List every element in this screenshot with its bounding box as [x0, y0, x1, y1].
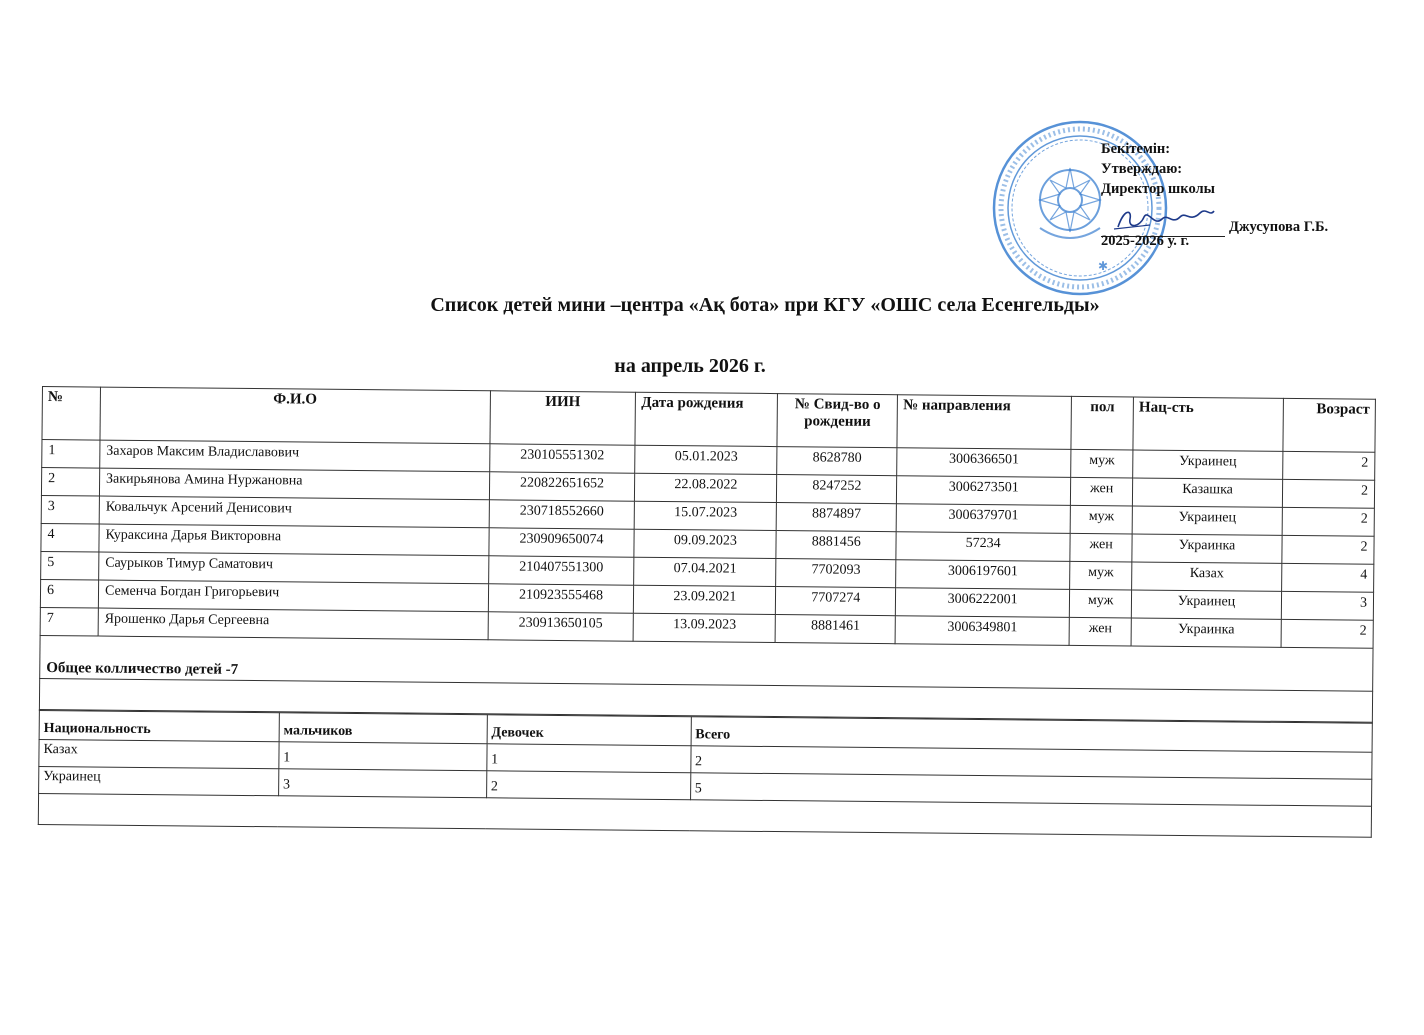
- svg-text:✱: ✱: [1098, 259, 1109, 273]
- cell-age: 2: [1281, 619, 1373, 648]
- cell-fio: Закирьянова Амина Нуржановна: [99, 468, 489, 500]
- nat-header-boys: мальчиков: [279, 713, 487, 744]
- cell-direction: 3006379701: [896, 504, 1070, 534]
- cell-sex: муж: [1070, 505, 1132, 534]
- cell-num: 2: [41, 468, 99, 497]
- total-children: Общее колличество детей -7: [39, 636, 1373, 692]
- cell-sex: муж: [1069, 589, 1131, 618]
- cell-nationality: Казашка: [1132, 478, 1282, 507]
- cell-nationality: Украинец: [1131, 590, 1281, 619]
- col-header-age: Возраст: [1283, 398, 1376, 452]
- cell-dob: 09.09.2023: [634, 529, 776, 558]
- cell-age: 2: [1282, 535, 1374, 564]
- cell-dob: 13.09.2023: [634, 613, 776, 642]
- cell-num: 1: [42, 440, 100, 469]
- col-header-cert: № Свид-во о рождении: [777, 394, 897, 448]
- nat-header-girls: Девочек: [487, 715, 691, 746]
- nat-header-nationality: Национальность: [39, 710, 279, 741]
- director-name: Джусупова Г.Б.: [1229, 219, 1329, 235]
- cell-nationality: Украинка: [1131, 618, 1281, 647]
- col-header-num: №: [42, 387, 100, 441]
- nat-cell-name: Казах: [39, 739, 279, 768]
- cell-dob: 23.09.2021: [634, 585, 776, 614]
- cell-sex: муж: [1070, 561, 1132, 590]
- cell-direction: 3006222001: [896, 588, 1070, 618]
- nat-cell-girls: 2: [486, 771, 690, 800]
- col-header-fio: Ф.И.О: [100, 387, 490, 444]
- document-title: Список детей мини –центра «Ақ бота» при КГУ «ОШС села Есенгельды»: [430, 294, 1100, 316]
- cell-cert: 7702093: [776, 559, 896, 588]
- cell-iin: 230718552660: [489, 500, 635, 529]
- nat-cell-total: 5: [690, 773, 1372, 807]
- nat-cell-girls: 1: [487, 744, 691, 773]
- approval-position: Директор школы: [1101, 181, 1215, 197]
- cell-num: 3: [41, 495, 99, 524]
- cell-fio: Кураксина Дарья Викторовна: [99, 524, 489, 556]
- cell-iin: 220822651652: [489, 472, 635, 501]
- cell-fio: Саурыков Тимур Саматович: [99, 552, 489, 584]
- cell-iin: 230909650074: [488, 528, 634, 557]
- cell-num: 4: [41, 523, 99, 552]
- cell-direction: 57234: [896, 532, 1070, 562]
- approval-line-ru: Утверждаю:: [1101, 161, 1183, 177]
- cell-dob: 22.08.2022: [635, 473, 777, 502]
- cell-fio: Захаров Максим Владиславович: [100, 440, 490, 472]
- cell-num: 6: [40, 579, 98, 608]
- cell-age: 2: [1282, 507, 1374, 536]
- cell-nationality: Украинец: [1132, 506, 1282, 535]
- cell-cert: 7707274: [776, 587, 896, 616]
- approval-block: [1101, 139, 1328, 251]
- cell-sex: жен: [1071, 477, 1133, 506]
- nat-header-total: Всего: [691, 717, 1373, 753]
- cell-age: 3: [1281, 591, 1373, 620]
- col-header-iin: ИИН: [489, 391, 635, 445]
- cell-cert: 8881456: [776, 531, 896, 560]
- cell-iin: 230105551302: [489, 444, 635, 473]
- cell-direction: 3006197601: [896, 560, 1070, 590]
- children-table: [40, 386, 1376, 649]
- col-header-direction: № направления: [897, 395, 1071, 450]
- cell-cert: 8881461: [775, 615, 895, 644]
- col-header-sex: пол: [1071, 396, 1133, 450]
- cell-fio: Ковальчук Арсений Денисович: [99, 496, 489, 528]
- cell-age: 2: [1282, 479, 1374, 508]
- cell-cert: 8247252: [777, 475, 897, 504]
- cell-direction: 3006366501: [897, 448, 1071, 478]
- cell-sex: жен: [1069, 617, 1131, 646]
- document-subtitle: на апрель 2026 г.: [614, 355, 766, 377]
- cell-age: 4: [1282, 563, 1374, 592]
- cell-dob: 07.04.2021: [634, 557, 776, 586]
- cell-nationality: Казах: [1132, 562, 1282, 591]
- cell-num: 7: [40, 607, 98, 636]
- cell-direction: 3006273501: [897, 476, 1071, 506]
- cell-iin: 210923555468: [488, 584, 634, 613]
- cell-iin: 230913650105: [488, 612, 634, 641]
- cell-fio: Ярошенко Дарья Сергеевна: [98, 608, 488, 640]
- cell-age: 2: [1283, 451, 1375, 480]
- cell-cert: 8874897: [776, 503, 896, 532]
- nat-cell-name: Украинец: [39, 766, 279, 795]
- cell-sex: муж: [1071, 449, 1133, 478]
- cell-fio: Семенча Богдан Григорьевич: [98, 580, 488, 612]
- nationality-table: [38, 710, 1373, 838]
- cell-direction: 3006349801: [895, 616, 1069, 646]
- approval-line-kz: Бекітемін:: [1101, 141, 1171, 157]
- cell-num: 5: [41, 551, 99, 580]
- cell-iin: 210407551300: [488, 556, 634, 585]
- cell-cert: 8628780: [777, 447, 897, 476]
- nat-cell-boys: 1: [279, 742, 487, 771]
- cell-sex: жен: [1070, 533, 1132, 562]
- cell-dob: 05.01.2023: [635, 445, 777, 474]
- nat-cell-total: 2: [690, 746, 1372, 780]
- cell-dob: 15.07.2023: [635, 501, 777, 530]
- cell-nationality: Украинец: [1133, 450, 1283, 479]
- col-header-dob: Дата рождения: [635, 392, 777, 446]
- academic-year: 2025-2026 у. г.: [1101, 233, 1190, 249]
- col-header-nationality: Нац-сть: [1133, 397, 1283, 451]
- document-body: [38, 386, 1376, 838]
- cell-nationality: Украинка: [1132, 534, 1282, 563]
- nat-cell-boys: 3: [278, 769, 486, 798]
